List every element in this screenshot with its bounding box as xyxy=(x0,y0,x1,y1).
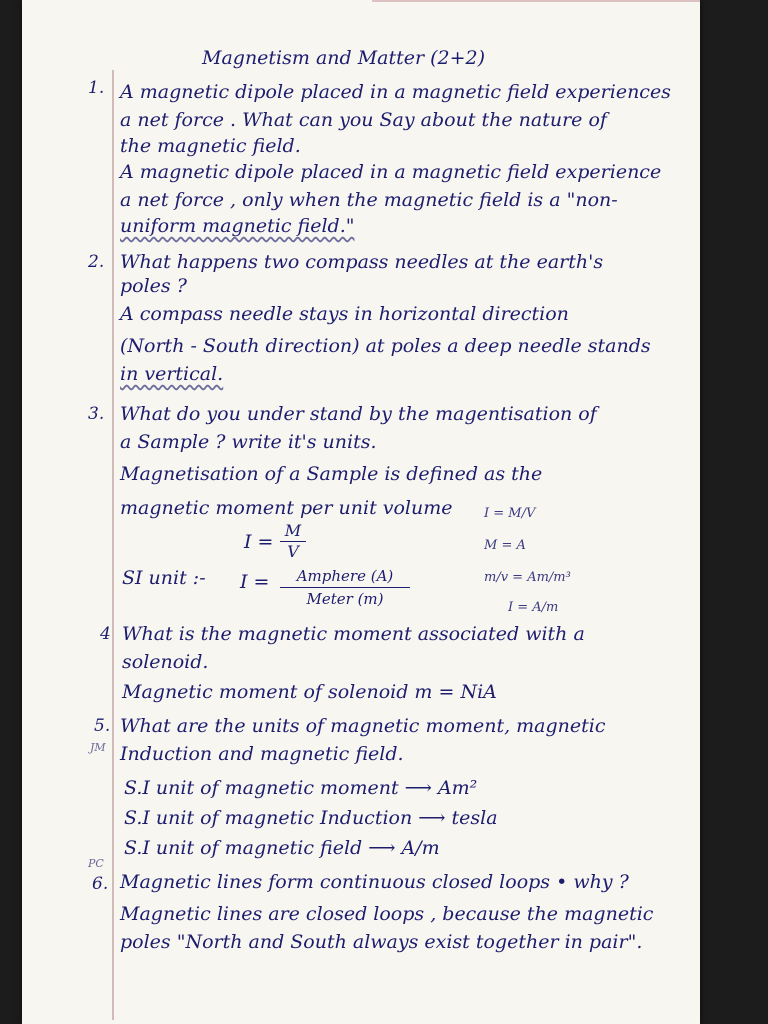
margin-line xyxy=(112,70,114,1020)
q1-number: 1. xyxy=(88,78,105,98)
q1-line-2: a net force . What can you Say about the nature of xyxy=(120,109,607,131)
q5-number: 5. xyxy=(94,716,111,736)
q2-line-2: poles ? xyxy=(120,275,187,297)
q5-margin-note: JM xyxy=(90,741,106,754)
q3-si-lhs: I = xyxy=(240,571,270,593)
notebook-page xyxy=(22,0,700,1024)
q1-answer-1: A magnetic dipole placed in a magnetic field experience xyxy=(120,161,662,183)
q6-answer-2: poles "North and South always exist together in pair". xyxy=(120,931,643,953)
q3-si-label: SI unit :- xyxy=(122,567,206,589)
q5-line-2: Induction and magnetic field. xyxy=(120,743,404,765)
side-note-2: M = A xyxy=(484,538,526,553)
q6-number: 6. xyxy=(92,874,109,894)
page-title: Magnetism and Matter (2+2) xyxy=(202,47,486,69)
q4-line-2: solenoid. xyxy=(122,651,209,673)
q3-si-denominator: Meter (m) xyxy=(306,590,384,608)
q1-answer-3: uniform magnetic field." xyxy=(120,215,355,237)
q3-formula-fraction xyxy=(280,522,306,561)
q3-si-numerator: Amphere (A) xyxy=(296,567,394,585)
q1-line-3: the magnetic field. xyxy=(120,135,301,157)
side-note-3: m/v = Am/m³ xyxy=(484,570,571,585)
q6-answer-1: Magnetic lines are closed loops , because the magnetic xyxy=(120,903,654,925)
q3-line-2: a Sample ? write it's units. xyxy=(120,431,377,453)
q6-line-1: Magnetic lines form continuous closed loops • why ? xyxy=(120,871,629,893)
q2-answer-2: (North - South direction) at poles a deep needle stands xyxy=(120,335,651,357)
page-top-edge xyxy=(372,0,700,2)
q2-line-1: What happens two compass needles at the earth's xyxy=(120,251,604,273)
q4-line-1: What is the magnetic moment associated with a xyxy=(122,623,585,645)
q5-answer-2: S.I unit of magnetic Induction ⟶ tesla xyxy=(124,807,498,829)
q5-answer-1: S.I unit of magnetic moment ⟶ Am² xyxy=(124,777,478,799)
side-note-1: I = M/V xyxy=(484,506,536,521)
q3-answer-2: magnetic moment per unit volume xyxy=(120,497,453,519)
q3-number: 3. xyxy=(88,404,105,424)
q2-number: 2. xyxy=(88,252,105,272)
q2-answer-3: in vertical. xyxy=(120,363,224,385)
q3-si-fraction xyxy=(280,566,410,609)
fraction-bar xyxy=(280,587,410,588)
q3-formula-numerator: M xyxy=(284,521,302,540)
side-note-4: I = A/m xyxy=(508,600,559,615)
q4-number: 4 xyxy=(100,624,111,644)
q4-answer-1: Magnetic moment of solenoid m = NiA xyxy=(122,681,497,703)
q3-formula-denominator: V xyxy=(287,542,299,561)
q3-formula-lhs: I = xyxy=(244,531,274,553)
q1-line-1: A magnetic dipole placed in a magnetic field experiences xyxy=(120,81,671,103)
q6-margin-note: PC xyxy=(88,857,104,870)
q3-answer-1: Magnetisation of a Sample is defined as the xyxy=(120,463,543,485)
q2-answer-1: A compass needle stays in horizontal direction xyxy=(120,303,569,325)
q5-answer-3: S.I unit of magnetic field ⟶ A/m xyxy=(124,837,440,859)
q5-line-1: What are the units of magnetic moment, magnetic xyxy=(120,715,606,737)
q1-answer-2: a net force , only when the magnetic field is a "non- xyxy=(120,189,618,211)
q3-line-1: What do you under stand by the magentisation of xyxy=(120,403,597,425)
